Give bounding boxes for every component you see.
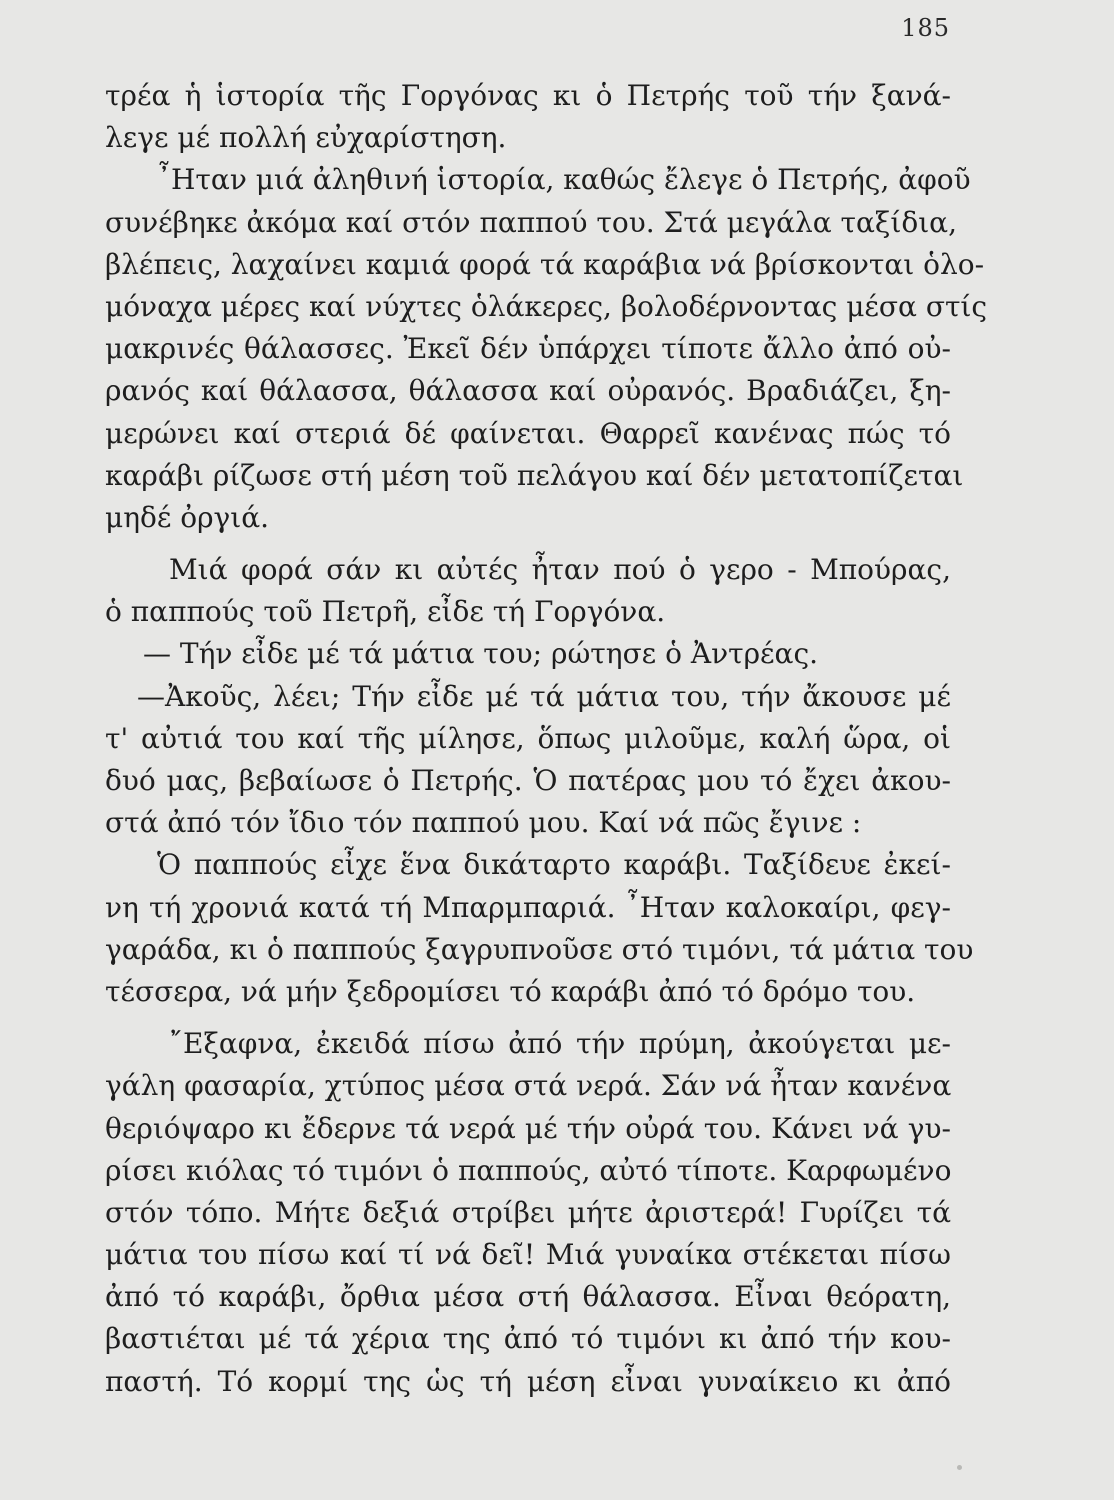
text-line: Ὁ παππούς εἶχε ἕνα δικάταρτο καράβι. Ταξίδευε ἐκεί- [157, 848, 951, 882]
page-number: 185 [901, 14, 950, 42]
text-line: βαστιέται μέ τά χέρια της ἀπό τό τιμόνι κι ἀπό τήν κου- [105, 1322, 951, 1356]
text-line: στά ἀπό τόν ἴδιο τόν παππού μου. Καί νά πῶς ἔγινε : [105, 806, 862, 840]
text-line: μερώνει καί στεριά δέ φαίνεται. Θαρρεῖ κανένας πώς τό [105, 416, 951, 450]
paragraph-gap [105, 539, 951, 549]
text-line: καράβι ρίζωσε στή μέση τοῦ πελάγου καί δέν μετατοπίζεται [105, 458, 964, 492]
text-line: Μιά φορά σάν κι αὐτές ἦταν πού ὁ γερο - Μπούρας, [169, 553, 951, 587]
text-line: γαράδα, κι ὁ παππούς ξαγρυπνοῦσε στό τιμόνι, τά μάτια του [105, 932, 974, 966]
text-line: τέσσερα, νά μήν ξεδρομίσει τό καράβι ἀπό τό δρόμο του. [105, 974, 916, 1008]
text-line: παστή. Τό κορμί της ὡς τή μέση εἶναι γυναίκειο κι ἀπό [105, 1364, 951, 1398]
text-line: μακρινές θάλασσες. Ἐκεῖ δέν ὑπάρχει τίποτε ἄλλο ἀπό οὐ- [105, 332, 951, 366]
text-line: ρίσει κιόλας τό τιμόνι ὁ παππούς, αὐτό τίποτε. Καρφωμένο [105, 1153, 952, 1187]
text-line: στόν τόπο. Μήτε δεξιά στρίβει μήτε ἀριστερά! Γυρίζει τά [105, 1195, 951, 1229]
body-text [105, 75, 988, 1403]
paragraph-gap [105, 1013, 951, 1023]
text-line: βλέπεις, λαχαίνει καμιά φορά τά καράβια νά βρίσκονται ὁλο- [105, 247, 985, 281]
text-line: τρέα ἡ ἱστορία τῆς Γοργόνας κι ὁ Πετρής τοῦ τήν ξανά- [105, 79, 951, 112]
text-line: ἀπό τό καράβι, ὄρθια μέσα στή θάλασσα. Εἶναι θεόρατη, [105, 1280, 951, 1314]
text-line: τ' αὐτιά του καί τῆς μίλησε, ὅπως μιλοῦμε, καλή ὥρα, οἱ [105, 721, 951, 755]
text-line: θεριόψαρο κι ἔδερνε τά νερά μέ τήν οὐρά του. Κάνει νά γυ- [105, 1111, 951, 1145]
text-line: συνέβηκε ἀκόμα καί στόν παππού του. Στά μεγάλα ταξίδια, [105, 205, 957, 239]
text-line: ῏Ηταν μιά ἀληθινή ἱστορία, καθώς ἔλεγε ὁ Πετρής, ἀφοῦ [157, 163, 971, 197]
text-line: μόναχα μέρες καί νύχτες ὁλάκερες, βολοδέρνοντας μέσα στίς [105, 289, 988, 323]
text-line: —Ἀκοῦς, λέει; Τήν εἶδε μέ τά μάτια του, τήν ἄκουσε μέ [137, 679, 951, 713]
text-line: δυό μας, βεβαίωσε ὁ Πετρής. Ὁ πατέρας μου τό ἔχει ἀκου- [105, 764, 951, 797]
text-line: μάτια του πίσω καί τί νά δεῖ! Μιά γυναίκα στέκεται πίσω [105, 1238, 951, 1272]
paper-speck [957, 1465, 962, 1470]
text-line: ρανός καί θάλασσα, θάλασσα καί οὐρανός. Βραδιάζει, ξη- [105, 374, 951, 408]
text-line: λεγε μέ πολλή εὐχαρίστηση. [105, 121, 507, 155]
text-line: μηδέ ὀργιά. [105, 500, 270, 534]
text-line: νη τή χρονιά κατά τή Μπαρμπαριά. ῏Ηταν καλοκαίρι, φεγ- [105, 890, 951, 924]
text-line: ῎Εξαφνα, ἐκειδά πίσω ἀπό τήν πρύμη, ἀκούγεται με- [169, 1027, 951, 1061]
text-line: ὁ παππούς τοῦ Πετρῆ, εἶδε τή Γοργόνα. [105, 595, 666, 629]
text-line: γάλη φασαρία, χτύπος μέσα στά νερά. Σάν νά ἦταν κανένα [105, 1069, 952, 1103]
text-line: — Τήν εἶδε μέ τά μάτια του; ρώτησε ὁ Ἀντρέας. [143, 637, 819, 671]
